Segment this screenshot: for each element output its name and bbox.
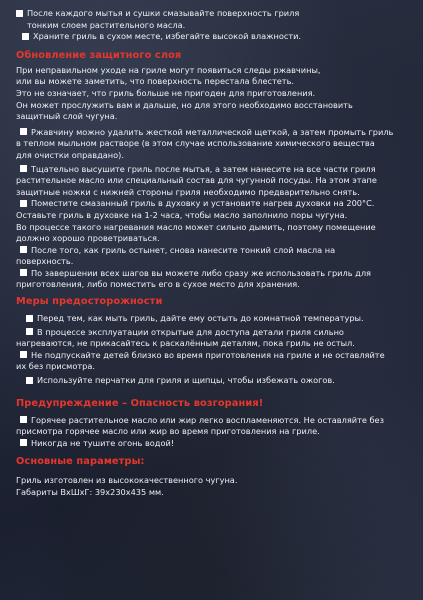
precautions-section: [16, 296, 409, 387]
warning-item-cont: присмотра горячее масло или жир во время приготовления на гриле.: [16, 426, 320, 437]
bullet-icon: [16, 10, 23, 17]
care-notes: [16, 8, 409, 43]
precaution-item-cont: нагреваются, не прикасайтесь к раскалённым деталям, пока гриль не остыл.: [16, 338, 355, 349]
precaution-item: Не подпускайте детей близко во время приготовления на гриле и не оставляйте: [16, 350, 409, 362]
specs-heading: Основные параметры:: [16, 456, 145, 468]
warning-heading: Предупреждение – Опасность возгорания!: [16, 397, 264, 409]
precaution-item: В процессе эксплуатации открытые для доступа детали гриля сильно: [16, 327, 409, 339]
precaution-item: Перед тем, как мыть гриль, дайте ему остыть до комнатной температуры.: [16, 313, 409, 325]
restoration-intro-line: Он может прослужить вам и дальше, но для этого необходимо восстановить: [16, 99, 353, 110]
bullet-icon: [20, 128, 27, 135]
restoration-intro-line: При неправильном уходе на гриле могут появиться следы ржавчины,: [16, 64, 321, 75]
precautions-heading: Меры предосторожности: [16, 296, 163, 308]
bullet-icon: [20, 165, 27, 172]
care-note: Храните гриль в сухом месте, избегайте высокой влажности.: [16, 31, 409, 43]
bullet-icon: [26, 315, 33, 322]
restoration-intro-line: или вы можете заметить, что поверхность перестала блестеть.: [16, 76, 294, 87]
restoration-heading: Обновление защитного слоя: [16, 49, 182, 61]
bullet-icon: [20, 269, 27, 276]
bullet-icon: [20, 351, 27, 358]
bullet-icon: [26, 328, 33, 335]
specs-section: [16, 456, 409, 498]
warning-item: Горячее растительное масло или жир легко воспламеняются. Не оставляйте без: [16, 415, 409, 427]
restoration-step: Поместите смазанный гриль в духовку и установите нагрев духовки на 200°С. Оставьте гриль в духовке на 1-2 часа, чтобы масло заполнило поры чугуна. Во процессе такого нагревания масло может сильно дымить, поэтому помещение должно хорошо проветриваться.: [16, 198, 376, 244]
bullet-icon: [26, 377, 33, 384]
restoration-intro-line: защитный слой чугуна.: [16, 111, 118, 122]
bullet-icon: [20, 416, 27, 423]
restoration-step: Ржавчину можно удалить жесткой металлической щеткой, а затем промыть гриль в теплом мыльном растворе (в этом случае использование химического вещества для очистки оправдано).: [16, 126, 394, 160]
care-note-cont: тонким слоем растительного масла.: [27, 19, 186, 30]
precaution-item-cont: их без присмотра.: [16, 361, 95, 372]
restoration-step: По завершении всех шагов вы можете либо сразу же использовать гриль для приготовления, либо поместить его в сухое место для хранения.: [16, 267, 371, 290]
warning-section: [16, 398, 409, 450]
bullet-icon: [22, 33, 29, 40]
precaution-item: Используйте перчатки для гриля и щипцы, чтобы избежать ожогов.: [16, 375, 409, 387]
warning-item: Никогда не тушите огонь водой!: [16, 438, 409, 450]
bullet-icon: [20, 200, 27, 207]
spec-line: Гриль изготовлен из высококачественного чугуна.: [16, 475, 238, 486]
restoration-intro-line: Это не означает, что гриль больше не пригоден для приготовления.: [16, 87, 316, 98]
restoration-section: [16, 50, 409, 291]
bullet-icon: [20, 439, 27, 446]
bullet-icon: [20, 246, 27, 253]
restoration-step: После того, как гриль остынет, снова нанесите тонкий слой масла на поверхность.: [16, 244, 336, 267]
restoration-step: Тщательно высушите гриль после мытья, а затем нанесите на все части гриля растительное масло или специальный состав для чугунной посуды. На этом этапе защитные ножки с нижней стороны гриля необходимо предварительно снять.: [16, 163, 377, 197]
spec-line: Габариты ВхШхГ: 39х230х435 мм.: [16, 487, 164, 497]
care-note: После каждого мытья и сушки смазывайте поверхность гриля: [16, 8, 409, 20]
